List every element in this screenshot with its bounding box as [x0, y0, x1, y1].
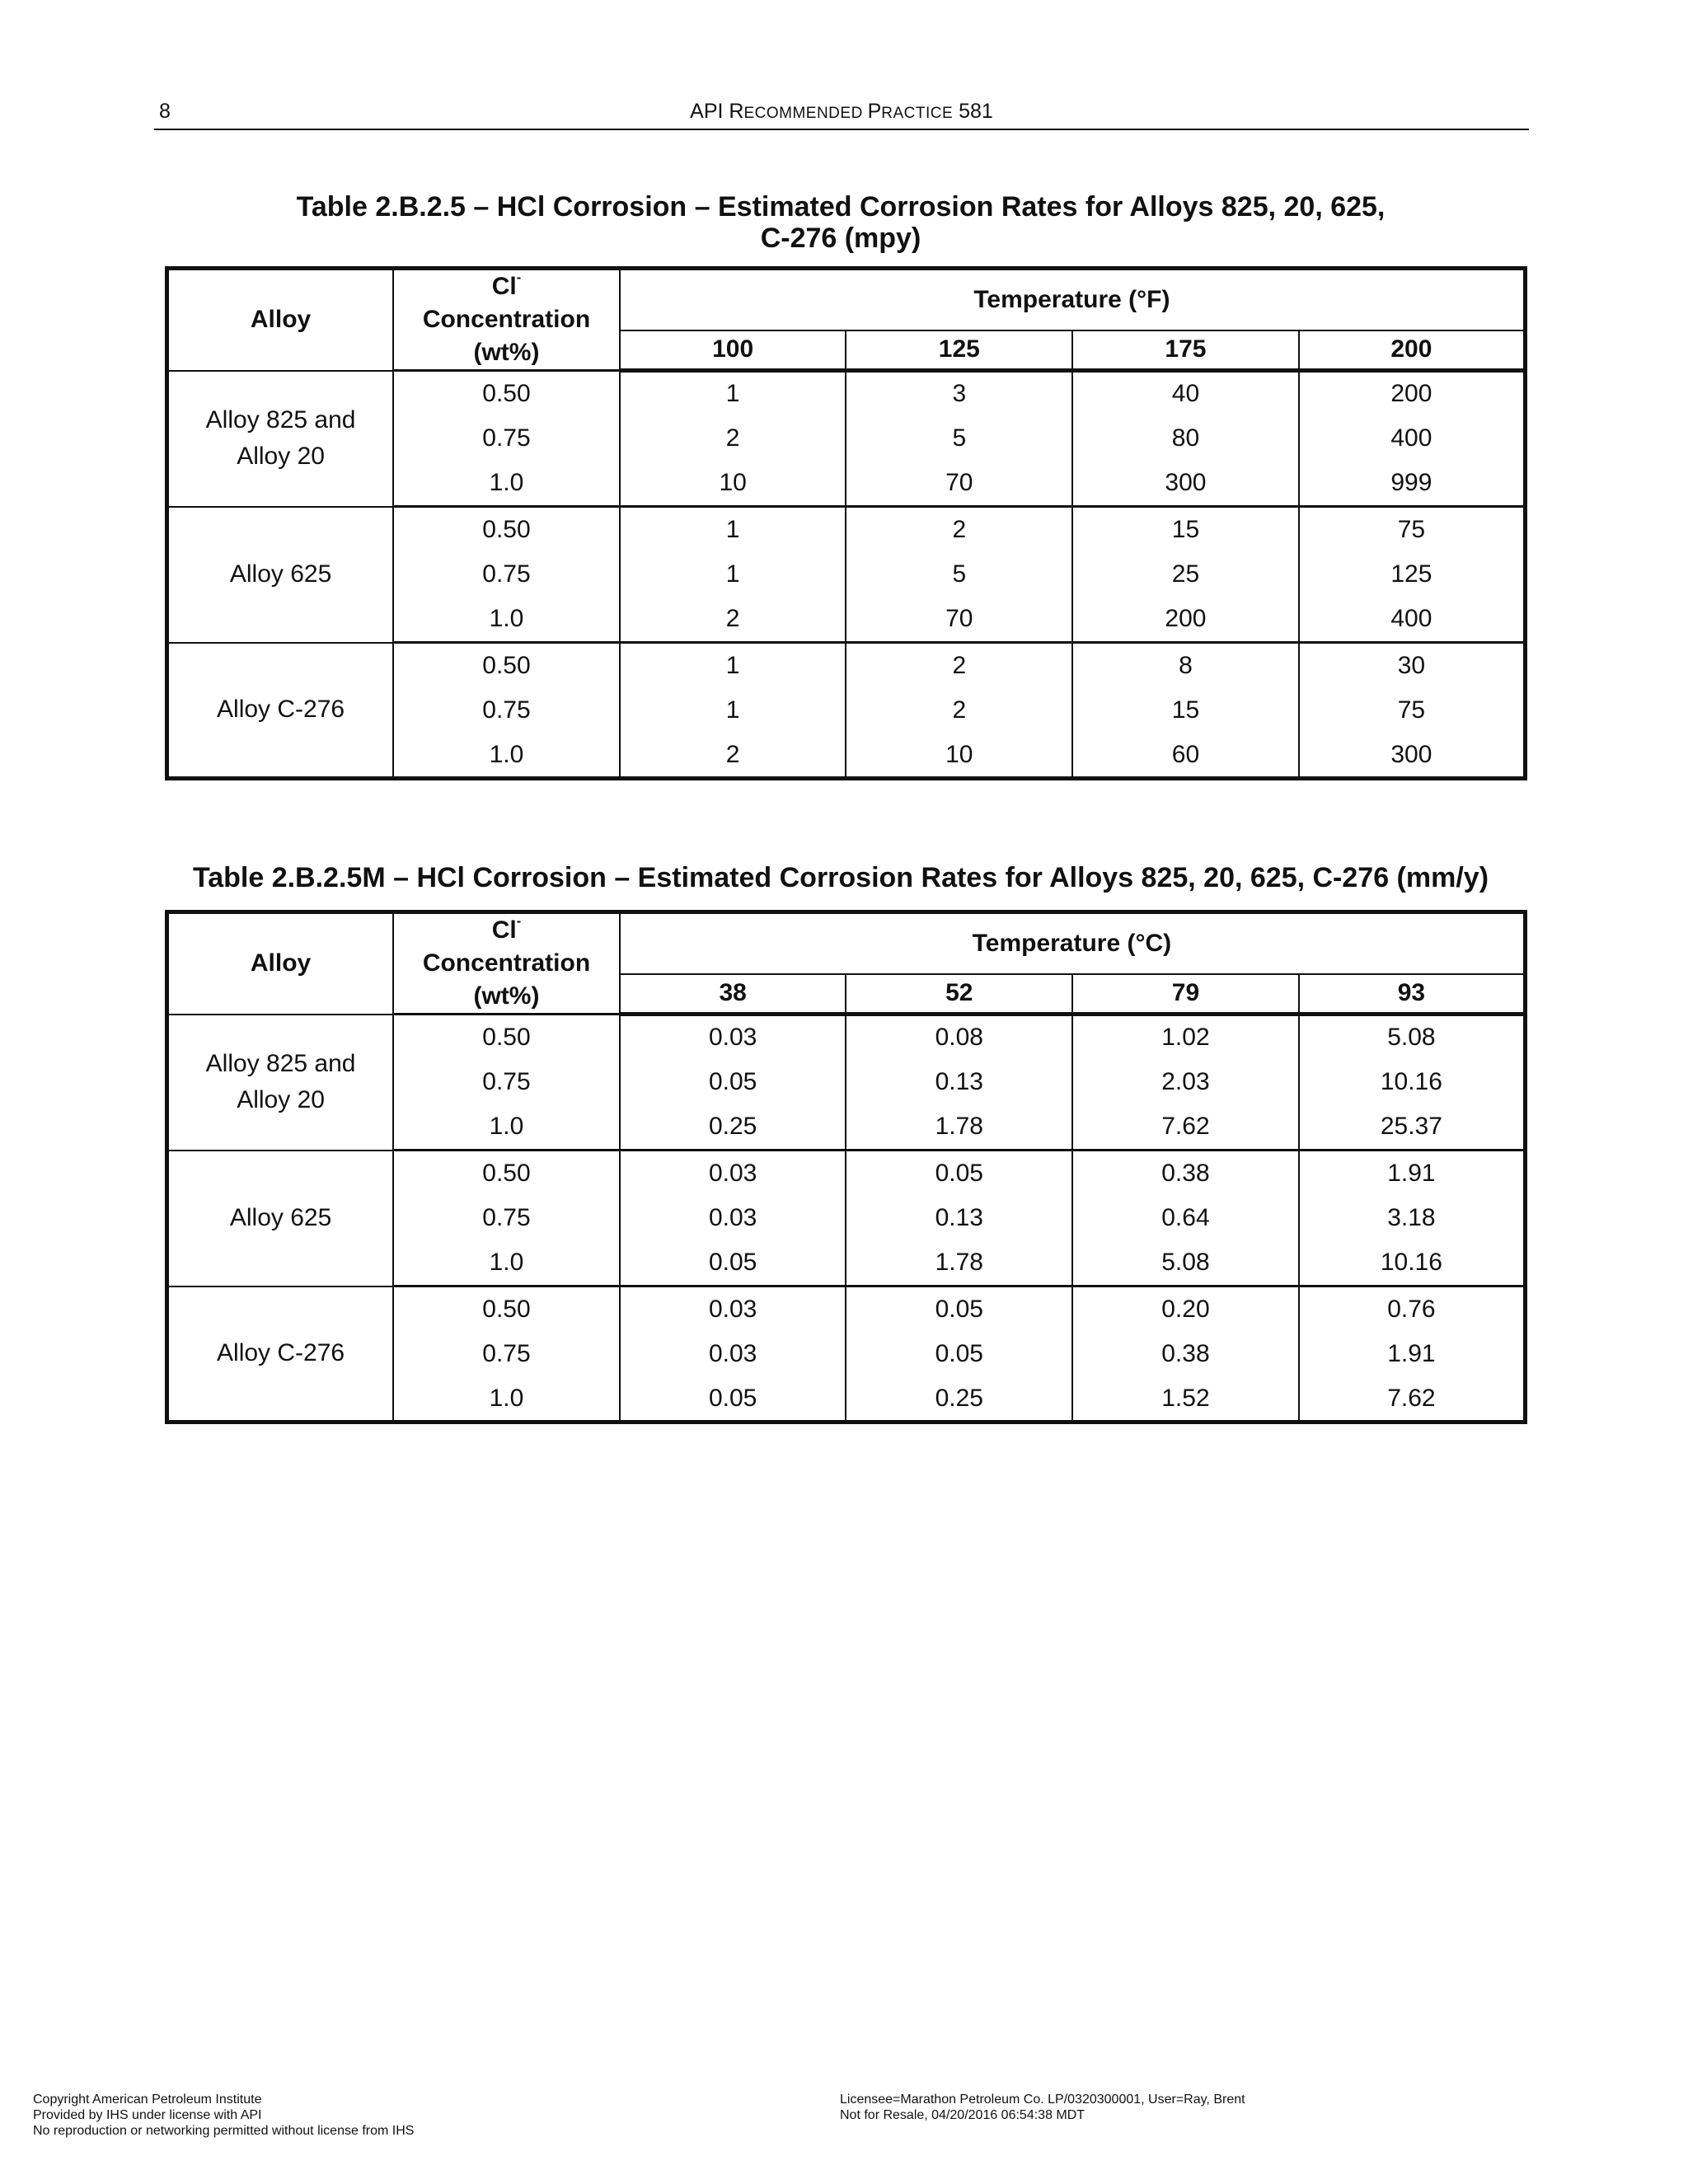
rate-value: 70 — [846, 462, 1072, 507]
concentration-value: 0.50 — [393, 1151, 620, 1196]
rate-value: 0.03 — [620, 1332, 846, 1377]
rate-value: 0.05 — [846, 1286, 1072, 1332]
rate-value: 0.05 — [846, 1332, 1072, 1377]
rate-value: 0.64 — [1072, 1196, 1299, 1241]
concentration-value: 0.75 — [393, 688, 620, 733]
rate-value: 2.03 — [1072, 1060, 1299, 1105]
rate-value: 1 — [620, 507, 846, 552]
rate-value: 0.03 — [620, 1151, 846, 1196]
rate-value: 1.78 — [846, 1105, 1072, 1151]
rate-value: 2 — [620, 416, 846, 462]
rate-value: 1.78 — [846, 1241, 1072, 1286]
rate-value: 3 — [846, 371, 1072, 416]
rate-value: 1 — [620, 371, 846, 416]
concentration-value: 0.75 — [393, 416, 620, 462]
rate-value: 5.08 — [1072, 1241, 1299, 1286]
table1-header-concentration: Cl- Concentration (wt%) — [393, 269, 620, 371]
rate-value: 8 — [1072, 643, 1299, 688]
rate-value: 25 — [1072, 552, 1299, 598]
rate-value: 2 — [846, 643, 1072, 688]
rate-value: 0.25 — [846, 1377, 1072, 1422]
alloy-name: Alloy C-276 — [167, 1286, 394, 1422]
table1-temp-col: 175 — [1072, 330, 1299, 371]
rate-value: 10 — [846, 733, 1072, 779]
concentration-value: 0.75 — [393, 552, 620, 598]
rate-value: 10.16 — [1299, 1241, 1526, 1286]
table-row — [167, 1015, 1526, 1060]
rate-value: 1.52 — [1072, 1377, 1299, 1422]
rate-value: 0.38 — [1072, 1151, 1299, 1196]
table-row — [167, 507, 1526, 552]
page-number: 8 — [159, 100, 171, 123]
table2-temp-col: 79 — [1072, 974, 1299, 1015]
rate-value: 0.25 — [620, 1105, 846, 1151]
table2-body — [167, 1015, 1526, 1422]
rate-value: 0.05 — [620, 1377, 846, 1422]
rate-value: 0.13 — [846, 1060, 1072, 1105]
table1-caption-line2: C-276 (mpy) — [760, 223, 921, 254]
table2-header-temperature: Temperature (°C) — [620, 912, 1526, 974]
table1-temp-col: 200 — [1299, 330, 1526, 371]
rate-value: 5 — [846, 416, 1072, 462]
rate-value: 300 — [1072, 462, 1299, 507]
rate-value: 10.16 — [1299, 1060, 1526, 1105]
rate-value: 2 — [846, 688, 1072, 733]
rate-value: 1 — [620, 643, 846, 688]
rate-value: 15 — [1072, 688, 1299, 733]
rate-value: 400 — [1299, 598, 1526, 643]
rate-value: 1.02 — [1072, 1015, 1299, 1060]
concentration-value: 0.50 — [393, 371, 620, 416]
concentration-value: 0.50 — [393, 1286, 620, 1332]
table1-temp-col: 100 — [620, 330, 846, 371]
rate-value: 80 — [1072, 416, 1299, 462]
alloy-name: Alloy C-276 — [167, 643, 394, 779]
concentration-value: 0.50 — [393, 1015, 620, 1060]
rate-value: 200 — [1299, 371, 1526, 416]
rate-value: 40 — [1072, 371, 1299, 416]
table-row — [167, 1286, 1526, 1332]
rate-value: 200 — [1072, 598, 1299, 643]
rate-value: 75 — [1299, 688, 1526, 733]
rate-value: 2 — [620, 733, 846, 779]
rate-value: 0.03 — [620, 1196, 846, 1241]
rate-value: 0.05 — [846, 1151, 1072, 1196]
rate-value: 5 — [846, 552, 1072, 598]
rate-value: 1 — [620, 688, 846, 733]
rate-value: 0.03 — [620, 1286, 846, 1332]
table-row — [167, 643, 1526, 688]
rate-value: 75 — [1299, 507, 1526, 552]
rate-value: 0.20 — [1072, 1286, 1299, 1332]
table1-temp-col: 125 — [846, 330, 1072, 371]
table-row — [167, 371, 1526, 416]
rate-value: 0.08 — [846, 1015, 1072, 1060]
alloy-name: Alloy 625 — [167, 1151, 394, 1286]
concentration-value: 0.50 — [393, 643, 620, 688]
rate-value: 300 — [1299, 733, 1526, 779]
rate-value: 10 — [620, 462, 846, 507]
rate-value: 1.91 — [1299, 1151, 1526, 1196]
rate-value: 0.38 — [1072, 1332, 1299, 1377]
table2-caption: Table 2.B.2.5M – HCl Corrosion – Estimated Corrosion Rates for Alloys 825, 20, 625, C-276 (mm/y) — [192, 862, 1489, 893]
rate-value: 30 — [1299, 643, 1526, 688]
rate-value: 2 — [846, 507, 1072, 552]
concentration-value: 0.50 — [393, 507, 620, 552]
concentration-value: 1.0 — [393, 598, 620, 643]
rate-value: 1 — [620, 552, 846, 598]
rate-value: 3.18 — [1299, 1196, 1526, 1241]
rate-value: 25.37 — [1299, 1105, 1526, 1151]
concentration-value: 0.75 — [393, 1332, 620, 1377]
running-head — [154, 99, 1529, 130]
table2-header-alloy: Alloy — [167, 912, 394, 1015]
concentration-value: 1.0 — [393, 1377, 620, 1422]
table1-caption-line1: Table 2.B.2.5 – HCl Corrosion – Estimated Corrosion Rates for Alloys 825, 20, 625, — [296, 191, 1386, 223]
rate-value: 0.13 — [846, 1196, 1072, 1241]
rate-value: 5.08 — [1299, 1015, 1526, 1060]
footer-license: Licensee=Marathon Petroleum Co. LP/0320300001, User=Ray, Brent Not for Resale, 04/20/2016 06:54:38 MDT — [840, 2093, 1245, 2122]
table-row — [167, 1151, 1526, 1196]
running-title: API RECOMMENDED PRACTICE 581 — [690, 100, 993, 123]
table1-caption — [165, 191, 1517, 254]
footer-copyright: Copyright American Petroleum Institute Provided by IHS under license with API No reproduction or networking permitted without license from IHS — [33, 2093, 415, 2138]
table2-temp-col: 38 — [620, 974, 846, 1015]
rate-value: 70 — [846, 598, 1072, 643]
rate-value: 400 — [1299, 416, 1526, 462]
concentration-value: 1.0 — [393, 733, 620, 779]
rate-value: 2 — [620, 598, 846, 643]
rate-value: 999 — [1299, 462, 1526, 507]
concentration-value: 1.0 — [393, 462, 620, 507]
table1 — [165, 266, 1527, 780]
rate-value: 7.62 — [1299, 1377, 1526, 1422]
rate-value: 0.05 — [620, 1241, 846, 1286]
concentration-value: 0.75 — [393, 1060, 620, 1105]
table2-temp-col: 52 — [846, 974, 1072, 1015]
rate-value: 0.76 — [1299, 1286, 1526, 1332]
rate-value: 0.03 — [620, 1015, 846, 1060]
rate-value: 1.91 — [1299, 1332, 1526, 1377]
table2-temp-col: 93 — [1299, 974, 1526, 1015]
alloy-name: Alloy 825 and Alloy 20 — [167, 1015, 394, 1151]
rate-value: 125 — [1299, 552, 1526, 598]
rate-value: 15 — [1072, 507, 1299, 552]
concentration-value: 1.0 — [393, 1105, 620, 1151]
table1-body — [167, 371, 1526, 779]
alloy-name: Alloy 625 — [167, 507, 394, 643]
rate-value: 0.05 — [620, 1060, 846, 1105]
table1-header-temperature: Temperature (°F) — [620, 269, 1526, 330]
alloy-name: Alloy 825 and Alloy 20 — [167, 371, 394, 507]
concentration-value: 0.75 — [393, 1196, 620, 1241]
rate-value: 7.62 — [1072, 1105, 1299, 1151]
table2-header-concentration: Cl- Concentration (wt%) — [393, 912, 620, 1015]
table2 — [165, 910, 1527, 1424]
rate-value: 60 — [1072, 733, 1299, 779]
concentration-value: 1.0 — [393, 1241, 620, 1286]
table1-header-alloy: Alloy — [167, 269, 394, 371]
